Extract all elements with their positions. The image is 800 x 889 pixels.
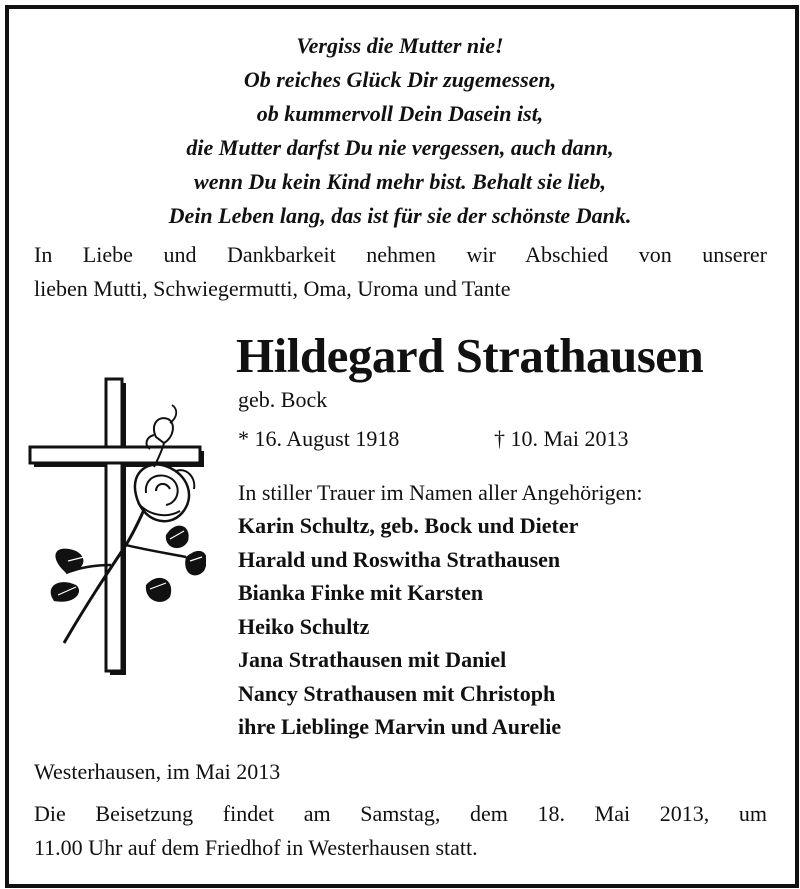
mourner-name: Harald und Roswitha Strathausen <box>238 546 561 572</box>
poem <box>0 29 800 233</box>
mourner-name: Nancy Strathausen mit Christoph <box>238 680 556 706</box>
mourners-intro: In stiller Trauer im Namen aller Angehörigen: <box>238 480 643 505</box>
mourner-name: Heiko Schultz <box>238 613 370 639</box>
mourner-name: ihre Lieblinge Marvin und Aurelie <box>238 714 562 739</box>
poem-line: die Mutter darfst Du nie vergessen, auch dann, <box>186 135 614 160</box>
poem-line: Dein Leben lang, das ist für sie der schönste Dank. <box>168 203 632 228</box>
poem-line: Ob reiches Glück Dir zugemessen, <box>243 67 557 92</box>
poem-line: ob kummervoll Dein Dasein ist, <box>256 101 544 126</box>
funeral-info-line: 11.00 Uhr auf dem Friedhof in Westerhausen statt. <box>34 835 478 860</box>
poem-line: wenn Du kein Kind mehr bist. Behalt sie lieb, <box>194 169 606 194</box>
farewell-intro <box>34 238 767 306</box>
place-and-date: Westerhausen, im Mai 2013 <box>34 759 281 784</box>
farewell-intro-line: lieben Mutti, Schwiegermutti, Oma, Uroma und Tante <box>34 276 511 301</box>
mourners-list <box>238 509 578 744</box>
mourner-name: Bianka Finke mit Karsten <box>238 580 484 605</box>
cross-with-rose-icon <box>26 375 206 675</box>
mourner-name: Jana Strathausen mit Daniel <box>238 647 507 672</box>
poem-line: Vergiss die Mutter nie! <box>296 33 504 58</box>
funeral-info <box>34 797 767 865</box>
birth-name: geb. Bock <box>238 387 328 412</box>
deceased-name: Hildegard Strathausen <box>236 328 704 383</box>
birth-date: * 16. August 1918 <box>238 426 400 451</box>
death-date: † 10. Mai 2013 <box>494 426 629 451</box>
mourner-name: Karin Schultz, geb. Bock und Dieter <box>238 513 579 538</box>
farewell-intro-line: In Liebe und Dankbarkeit nehmen wir Abschied von unserer <box>34 242 767 267</box>
funeral-info-line: Die Beisetzung findet am Samstag, dem 18. Mai 2013, um <box>34 801 767 826</box>
